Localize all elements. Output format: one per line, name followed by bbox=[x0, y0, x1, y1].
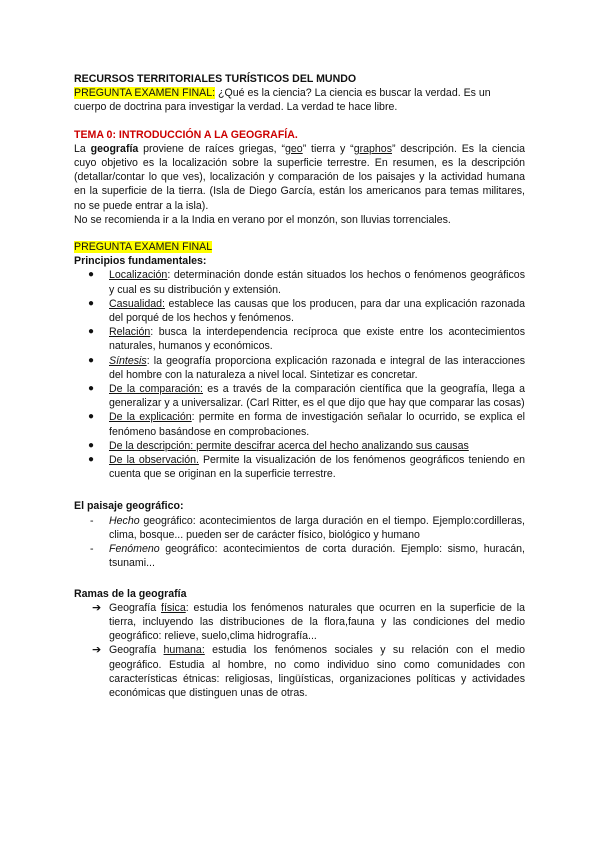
intro-text-1: La bbox=[74, 142, 91, 155]
principio-term: De la comparación: bbox=[109, 383, 203, 396]
principio-text: Permite la visualización de los fenómenos geográficos teniendo en cuenta que se originan en la superficie terrestre. bbox=[109, 454, 525, 481]
rama-text: estudia los fenómenos sociales y su relación con el medio geográfico. Estudia al hombre, no como individuo sino como comunidades con características étnicas: religiosas, lingüísticas, organizaciones políticas y actividades económicas que distinguen unas de otras. bbox=[109, 644, 525, 699]
principios-heading: Principios fundamentales: bbox=[74, 255, 207, 268]
document-title: RECURSOS TERRITORIALES TURÍSTICOS DEL MUNDO bbox=[74, 73, 357, 85]
arrow-right-icon: ➔ bbox=[92, 601, 102, 614]
principio-text: : permite en forma de investigación señalar lo ocurrido, se explica el fenómeno basándose en comprobaciones. bbox=[109, 411, 525, 438]
principio-term: De la observación. bbox=[109, 454, 199, 467]
intro-term-geo: geo bbox=[285, 142, 303, 155]
intro-term-geografia: geografía bbox=[90, 142, 139, 155]
paisaje-heading: El paisaje geográfico: bbox=[74, 500, 184, 513]
list-item bbox=[74, 382, 525, 410]
principio-text: : determinación donde están situados los hechos o fenómenos geográficos y cual es su distribución y extensión. bbox=[109, 269, 525, 296]
exam-question-2 bbox=[74, 240, 525, 254]
principio-text: : la geografía proporciona explicación razonada e integral de las interacciones del hombre con la naturaleza a nivel local. Sintetizar es concretar. bbox=[109, 354, 525, 381]
exam-question-1-text: ¿Qué es la ciencia? La ciencia es buscar la verdad. Es un cuerpo de doctrina para investigar la verdad. La verdad te hace libre. bbox=[74, 87, 491, 114]
principio-text: : busca la interdependencia recíproca que existe entre los acontecimientos naturales, humanos y económicos. bbox=[109, 326, 525, 353]
list-item bbox=[74, 439, 525, 453]
principio-text: establece las causas que los producen, para dar una explicación razonada del porqué de los hechos y fenómenos. bbox=[109, 297, 525, 325]
dash-icon: - bbox=[90, 543, 94, 556]
bullet-icon: ● bbox=[88, 354, 95, 366]
principios-list bbox=[74, 268, 525, 481]
bullet-icon: ● bbox=[88, 269, 95, 281]
list-item bbox=[74, 542, 525, 570]
intro-text-2: proviene de raíces griegas, “ bbox=[138, 142, 285, 155]
bullet-icon: ● bbox=[88, 411, 95, 423]
principio-term: Relación bbox=[109, 326, 151, 339]
tema-heading: TEMA 0: INTRODUCCIÓN A LA GEOGRAFÍA. bbox=[74, 128, 298, 141]
ramas-heading: Ramas de la geografía bbox=[74, 587, 187, 600]
bullet-icon: ● bbox=[88, 383, 95, 395]
exam-question-1 bbox=[74, 86, 525, 114]
rama-text: : estudia los fenómenos naturales que ocurren en la superficie de la tierra, incluyendo las distribuciones de la flora,fauna y las condiciones del medio geográfico: relieve, suelo,clima hidrografía... bbox=[109, 601, 525, 643]
paisaje-term: Hecho bbox=[109, 514, 140, 527]
list-item bbox=[74, 297, 525, 325]
rama-term: física bbox=[161, 601, 186, 614]
intro-paragraph bbox=[74, 142, 525, 213]
ramas-list bbox=[74, 601, 525, 700]
paisaje-text: geográfico: acontecimientos de corta duración. Ejemplo: sismo, huracán, tsunami... bbox=[109, 543, 525, 570]
list-item bbox=[74, 453, 525, 481]
principio-term: Localización bbox=[109, 269, 168, 282]
list-item bbox=[74, 643, 525, 700]
bullet-icon: ● bbox=[88, 454, 95, 466]
intro-text-4: ” descripción. Es la ciencia cuyo objetivo es la localización sobre la superficie terrestre. En resumen, es la descripción (detallar/contar lo que ves), localización y comparación de los paisajes y la actividad humana en la superficie de la tierra. (Isla de Diego García, están los americanos para temas militares, no se puede entrar a la isla). bbox=[74, 142, 525, 212]
paisaje-list bbox=[74, 514, 525, 571]
list-item bbox=[74, 410, 525, 438]
monzon-note: No se recomienda ir a la India en verano por el monzón, son lluvias torrenciales. bbox=[74, 213, 451, 226]
list-item bbox=[74, 268, 525, 296]
principio-term: De la explicación bbox=[109, 411, 192, 424]
rama-prefix: Geografía bbox=[109, 601, 161, 614]
paisaje-term: Fenómeno bbox=[109, 543, 160, 556]
principio-text: es a través de la comparación científica que la geografía, llega a generalizar y a universalizar. (Carl Ritter, es el que dijo que hay que comparar las cosas) bbox=[109, 383, 525, 410]
list-item bbox=[74, 601, 525, 644]
rama-term: humana: bbox=[163, 644, 205, 657]
intro-text-3: ” tierra y “ bbox=[302, 142, 354, 155]
principio-term: Síntesis bbox=[109, 354, 147, 367]
arrow-right-icon: ➔ bbox=[92, 644, 102, 657]
principio-term: Casualidad: bbox=[109, 297, 165, 310]
dash-icon: - bbox=[90, 514, 94, 527]
paisaje-text: geográfico: acontecimientos de larga duración en el tiempo. Ejemplo:cordilleras, clima, bosque... pueden ser de carácter físico, biológico y humano bbox=[109, 514, 525, 541]
bullet-icon: ● bbox=[88, 297, 95, 309]
document-content bbox=[74, 72, 525, 700]
bullet-icon: ● bbox=[88, 439, 95, 451]
bullet-icon: ● bbox=[88, 326, 95, 338]
exam-label-highlight-2: PREGUNTA EXAMEN FINAL bbox=[74, 241, 213, 254]
list-item bbox=[74, 514, 525, 542]
list-item bbox=[74, 354, 525, 382]
list-item bbox=[74, 325, 525, 353]
exam-label-highlight: PREGUNTA EXAMEN FINAL: bbox=[74, 87, 216, 100]
intro-term-graphos: graphos bbox=[353, 142, 392, 155]
principio-term: De la descripción: permite descifrar acerca del hecho analizando sus causas bbox=[109, 439, 469, 452]
rama-prefix: Geografía bbox=[109, 644, 164, 657]
